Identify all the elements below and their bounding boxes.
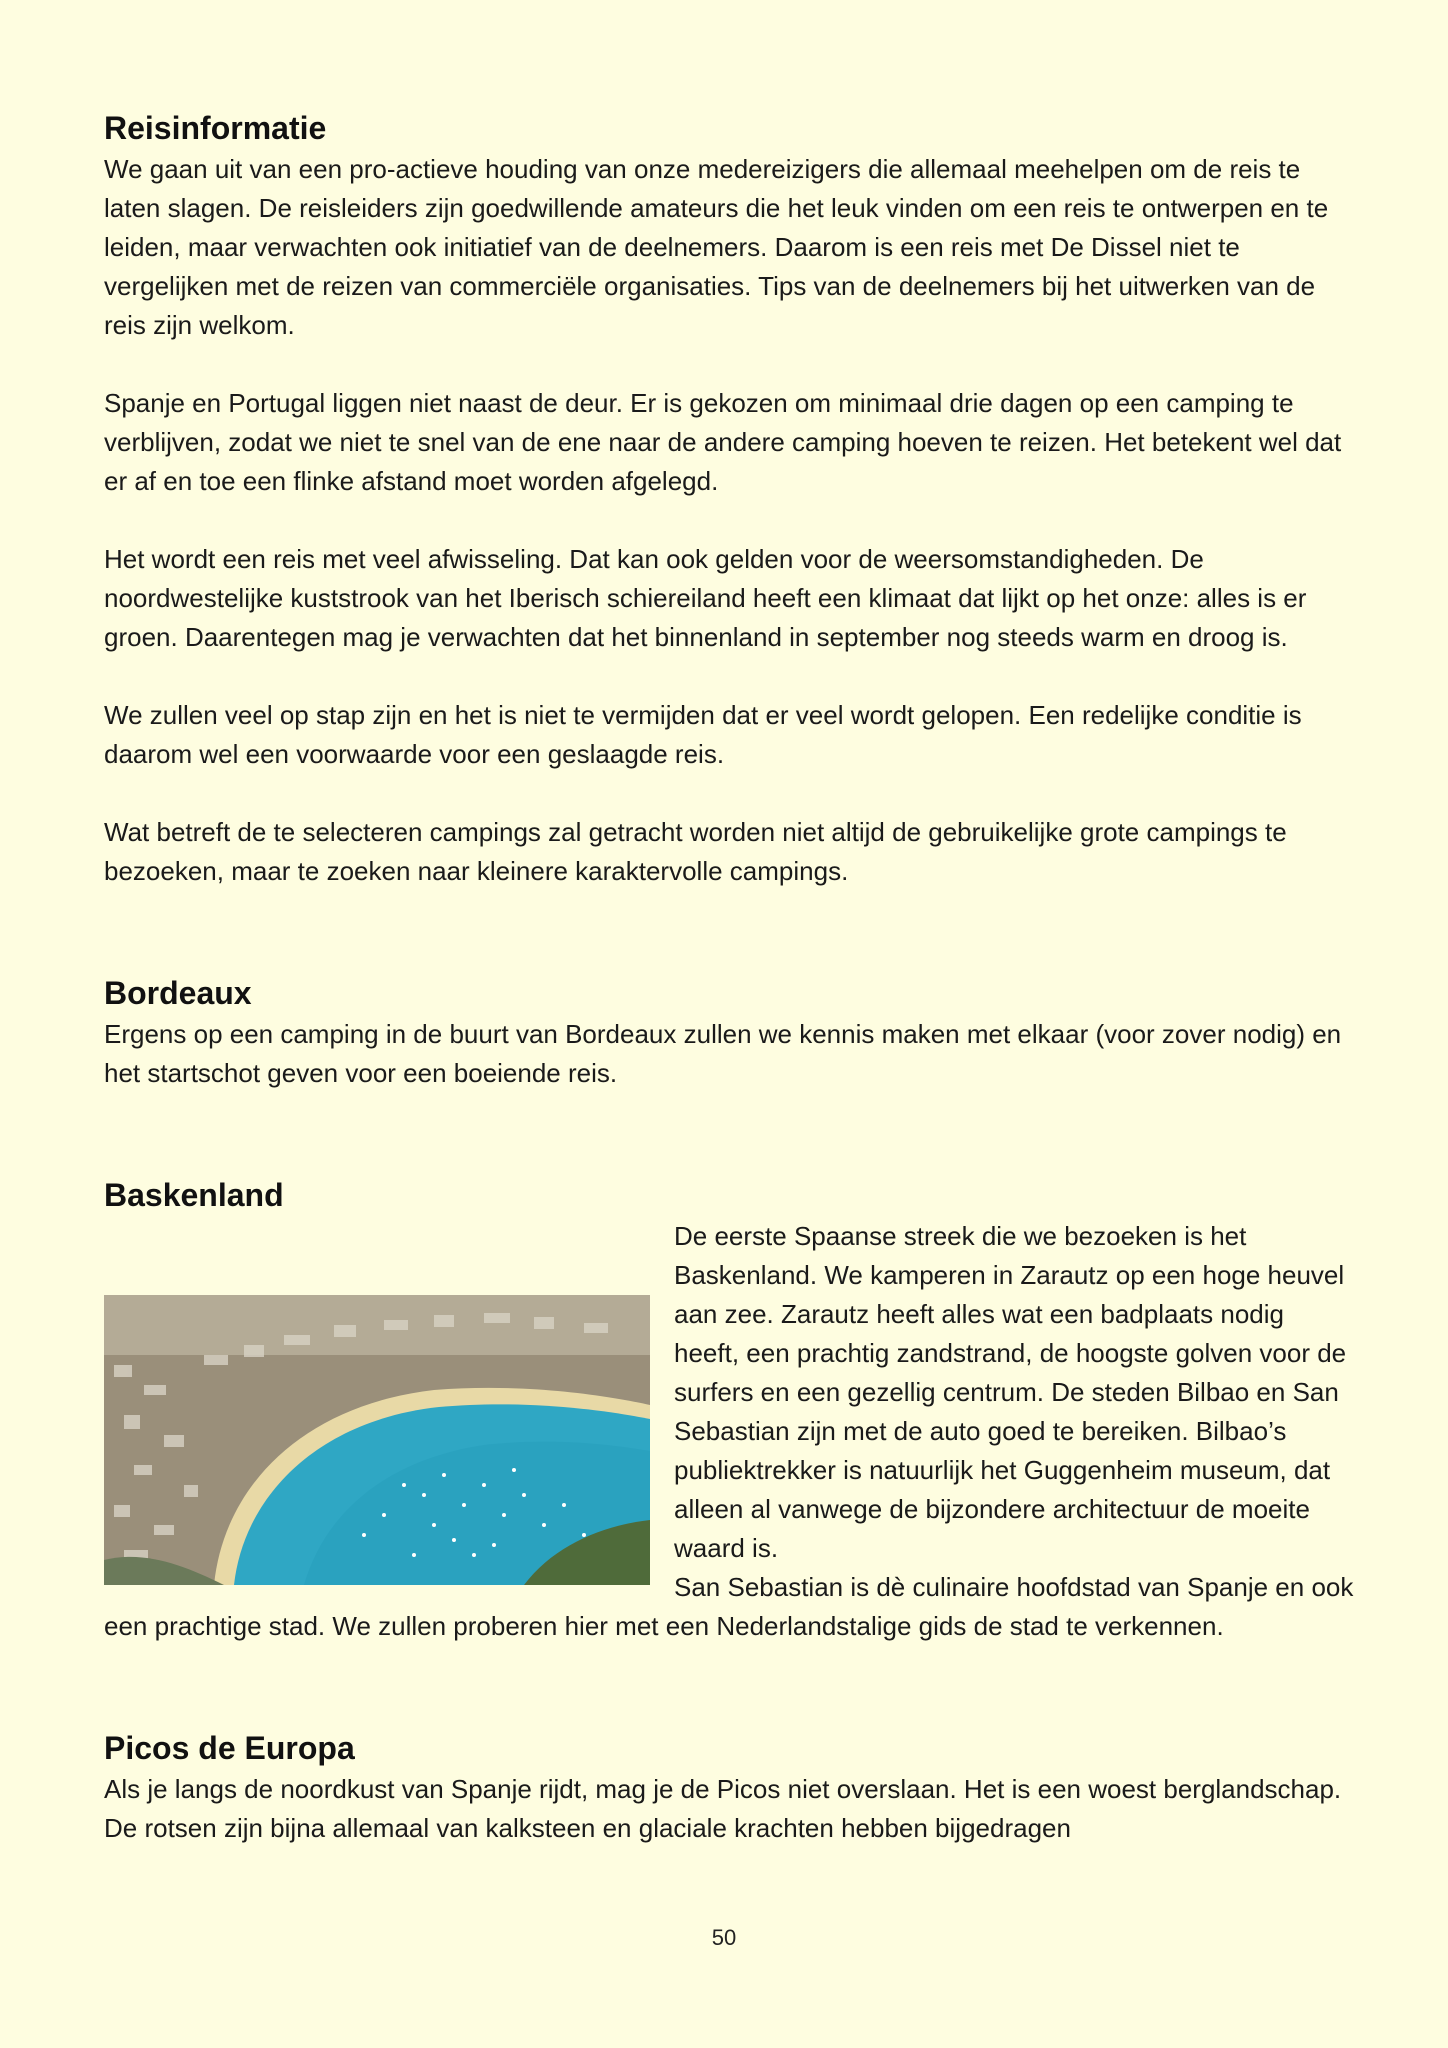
heading-baskenland: Baskenland: [104, 1177, 284, 1213]
page-content: [104, 106, 1354, 1848]
baskenland-more-text: San Sebastian is dè culinaire hoofdstad van Spanje en ook een prachtige stad. We zullen proberen hier met een Nederlandstalige gids de stad te verkennen.: [104, 1572, 1354, 1641]
heading-picos-de-europa: Picos de Europa: [104, 1730, 355, 1766]
paragraph-picos: Als je langs de noordkust van Spanje rijdt, mag je de Picos niet overslaan. Het is een woest berglandschap. De rotsen zijn bijna allemaal van kalksteen en glaciale krachten hebben bijgedragen: [104, 1774, 1342, 1843]
paragraph-reisinformatie-2: Spanje en Portugal liggen niet naast de deur. Er is gekozen om minimaal drie dagen op een camping te verblijven, zodat we niet te snel van de ene naar de andere camping hoeven te reizen. Het betekent wel dat er af en toe een flinke afstand moet worden afgelegd.: [104, 388, 1342, 496]
page-number: 50: [711, 1925, 737, 1950]
heading-reisinformatie: Reisinformatie: [104, 110, 327, 146]
heading-bordeaux: Bordeaux: [104, 975, 252, 1011]
paragraph-reisinformatie-1: We gaan uit van een pro-actieve houding van onze medereizigers die allemaal meehelpen om de reis te laten slagen. De reisleiders zijn goedwillende amateurs die het leuk vinden om een reis te ontwerpen en te leiden, maar verwachten ook initiatief van de deelnemers. Daarom is een reis met De Dissel niet te vergelijken met de reizen van commerciële organisaties. Tips van de deelnemers bij het uitwerken van de reis zijn welkom.: [104, 154, 1329, 340]
paragraph-reisinformatie-5: Wat betreft de te selecteren campings zal getracht worden niet altijd de gebruikelijke grote campings te bezoeken, maar te zoeken naar kleinere karaktervolle campings.: [104, 817, 1287, 886]
paragraph-bordeaux: Ergens op een camping in de buurt van Bordeaux zullen we kennis maken met elkaar (voor zover nodig) en het startschot geven voor een boeiende reis.: [104, 1019, 1342, 1088]
paragraph-baskenland-intro: [104, 1217, 1354, 1646]
paragraph-reisinformatie-4: We zullen veel op stap zijn en het is niet te vermijden dat er veel wordt gelopen. Een redelijke conditie is daarom wel een voorwaarde voor een geslaagde reis.: [104, 700, 1302, 769]
paragraph-reisinformatie-3: Het wordt een reis met veel afwisseling. Dat kan ook gelden voor de weersomstandigheden. De noordwestelijke kuststrook van het Iberisch schiereiland heeft een klimaat dat lijkt op het onze: alles is er groen. Daarentegen mag je verwachten dat het binnenland in september nog steeds warm en droog is.: [104, 544, 1307, 652]
san-sebastian-bay-photo: [104, 1295, 650, 1585]
baskenland-intro-text: De eerste Spaanse streek die we bezoeken is het Baskenland. We kamperen in Zarautz op een hoge heuvel aan zee. Zarautz heeft alles wat een badplaats nodig heeft, een prachtig zandstrand, de hoogste golven voor de surfers en een gezellig centrum. De steden Bilbao en San Sebastian zijn met de auto goed te bereiken. Bilbao’s publiektrekker is natuurlijk het Guggenheim museum, dat alleen al vanwege de bijzondere architectuur de moeite waard is.: [674, 1221, 1347, 1563]
